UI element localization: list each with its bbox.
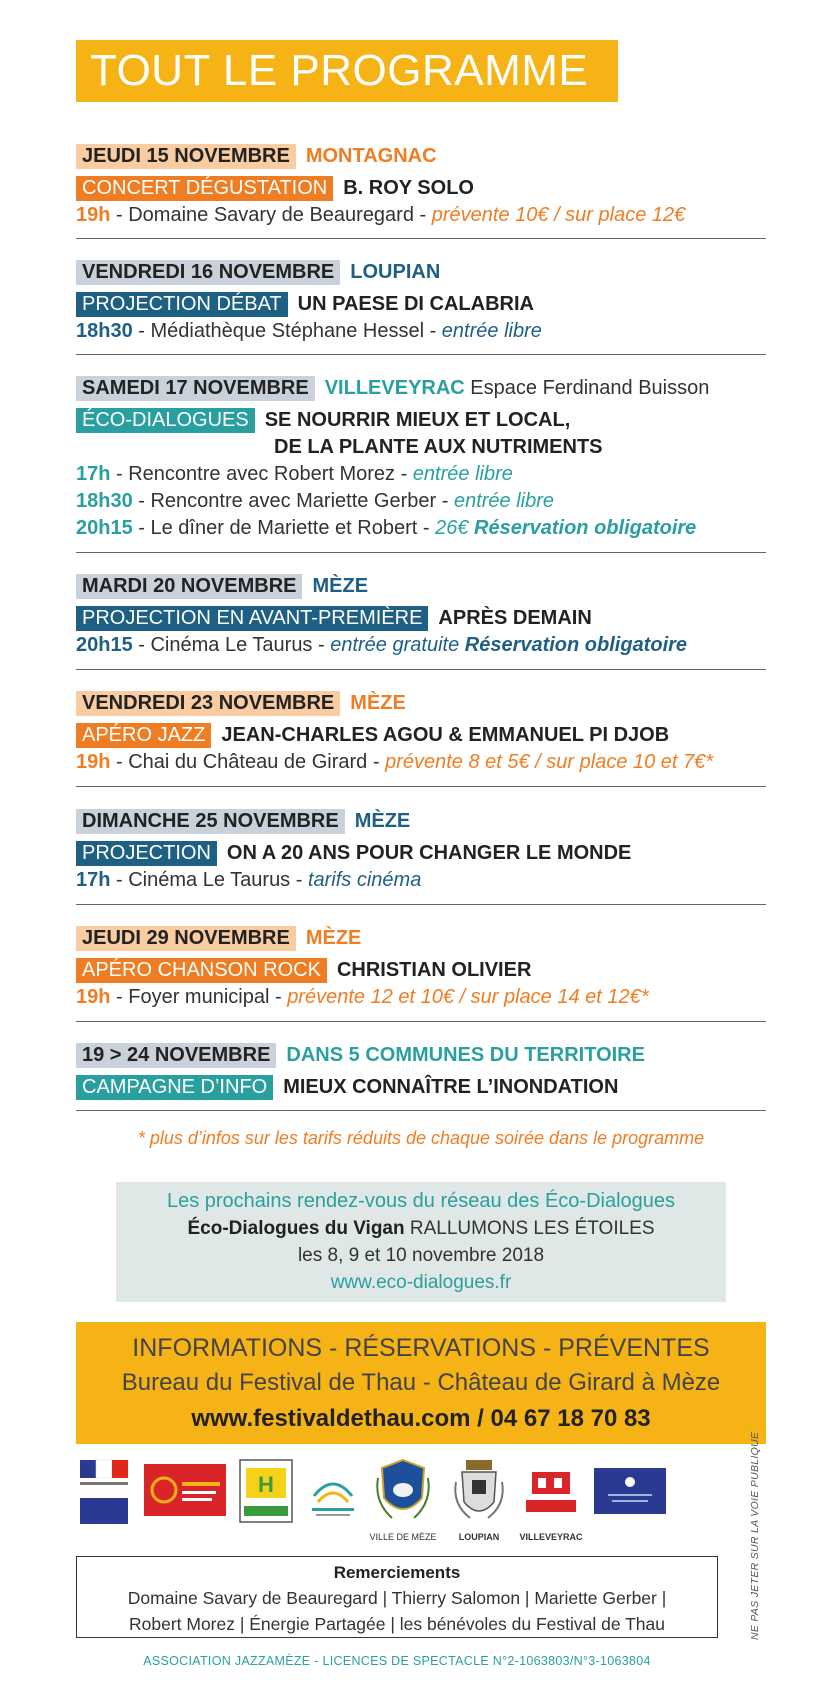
herault-logo: [238, 1458, 294, 1528]
event-place: MONTAGNAC: [305, 145, 437, 167]
partner-logos: [76, 1458, 726, 1542]
divider: [76, 238, 766, 239]
event-show-line2: DE LA PLANTE AUX NUTRIMENTS: [274, 436, 603, 458]
thau-agglo-logo: [304, 1458, 362, 1528]
event-header: [76, 143, 766, 170]
divider: [76, 669, 766, 670]
event-montagnac: [76, 143, 766, 229]
association-licence: ASSOCIATION JAZZAMÈZE - LICENCES DE SPECTACLE N°2-1063803/N°3-1063804: [143, 1654, 651, 1668]
svg-text:H: H: [258, 1472, 274, 1497]
event-reservation: Réservation obligatoire: [474, 517, 697, 539]
eco-heading: Les prochains rendez-vous du réseau des Éco-Dialogues: [166, 1190, 676, 1212]
event-show: APRÈS DEMAIN: [438, 607, 592, 629]
event-place: MÈZE: [312, 575, 369, 597]
region-logo: [144, 1458, 226, 1528]
event-venue: - Foyer municipal -: [110, 986, 288, 1008]
divider: [76, 1021, 766, 1022]
eco-link[interactable]: www.eco-dialogues.fr: [330, 1272, 512, 1293]
event-venue: - Chai du Château de Girard -: [110, 751, 386, 773]
event-show: SE NOURRIR MIEUX ET LOCAL,: [264, 409, 571, 431]
divider: [76, 1110, 766, 1111]
event-price: entrée libre: [412, 463, 513, 485]
event-show: UN PAESE DI CALABRIA: [297, 293, 534, 315]
loupian-label: LOUPIAN: [458, 1532, 500, 1542]
event-price: prévente 10€ / sur place 12€: [431, 204, 686, 226]
divider: [76, 786, 766, 787]
villeveyrac-logo: [518, 1458, 584, 1528]
event-price: entrée libre: [441, 320, 542, 342]
event-venue: - Médiathèque Stéphane Hessel -: [132, 320, 442, 342]
info-box: [76, 1322, 766, 1444]
info-heading: INFORMATIONS - RÉSERVATIONS - PRÉVENTES: [132, 1334, 710, 1362]
divider: [76, 552, 766, 553]
event-type: CAMPAGNE D’INFO: [76, 1075, 273, 1100]
event-time: 17h: [76, 869, 111, 891]
event-place: MÈZE: [350, 692, 406, 714]
footnote: * plus d’infos sur les tarifs réduits de chaque soirée dans le programme: [137, 1128, 705, 1148]
event-time: 19h: [76, 986, 111, 1008]
event-show: ON A 20 ANS POUR CHANGER LE MONDE: [226, 842, 632, 864]
thanks-line: Domaine Savary de Beauregard | Thierry Salomon | Mariette Gerber |: [127, 1588, 667, 1608]
event-date: MARDI 20 NOVEMBRE: [76, 574, 302, 599]
eco-subtitle: RALLUMONS LES ÉTOILES: [404, 1218, 655, 1239]
event-venue: - Rencontre avec Mariette Gerber -: [132, 490, 454, 512]
event-meze-29: [76, 925, 766, 1011]
page-title: TOUT LE PROGRAMME: [76, 40, 618, 102]
eco-dates: les 8, 9 et 10 novembre 2018: [297, 1245, 545, 1266]
eco-event: [116, 1215, 726, 1242]
event-place: LOUPIAN: [350, 261, 441, 283]
meze-coat-of-arms-logo: [372, 1458, 434, 1528]
event-price: tarifs cinéma: [307, 869, 422, 891]
event-price: entrée gratuite: [330, 634, 465, 656]
eco-dialogues-box: [116, 1182, 726, 1302]
event-campagne: [76, 1042, 766, 1101]
event-price: prévente 12 et 10€ / sur place 14 et 12€*: [287, 986, 649, 1008]
divider: [76, 354, 766, 355]
thanks-title: Remerciements: [333, 1563, 461, 1582]
vertical-note: NE PAS JETER SUR LA VOIE PUBLIQUE: [749, 1431, 761, 1640]
event-price: prévente 8 et 5€ / sur place 10 et 7€*: [385, 751, 714, 773]
event-loupian: [76, 259, 766, 345]
villeveyrac-label: VILLEVEYRAC: [519, 1532, 583, 1542]
event-time: 18h30: [76, 320, 133, 342]
event-date: 19 > 24 NOVEMBRE: [76, 1043, 276, 1068]
event-show: CHRISTIAN OLIVIER: [336, 959, 532, 981]
event-type: CONCERT DÉGUSTATION: [76, 176, 333, 201]
event-venue: - Domaine Savary de Beauregard -: [110, 204, 432, 226]
event-meze-20: [76, 573, 766, 659]
event-place-sub: Espace Ferdinand Buisson: [464, 377, 710, 399]
event-type: PROJECTION DÉBAT: [76, 292, 288, 317]
event-meze-25: [76, 808, 766, 894]
event-date: VENDREDI 16 NOVEMBRE: [76, 260, 340, 285]
event-date: VENDREDI 23 NOVEMBRE: [76, 691, 340, 716]
thanks-box: [76, 1556, 718, 1638]
event-date: JEUDI 29 NOVEMBRE: [76, 926, 296, 951]
event-type: PROJECTION: [76, 841, 217, 866]
event-venue: - Le dîner de Mariette et Robert -: [132, 517, 436, 539]
meze-label: VILLE DE MÈZE: [369, 1532, 437, 1542]
event-time: 17h: [76, 463, 111, 485]
event-venue: - Cinéma Le Taurus -: [132, 634, 331, 656]
event-place: MÈZE: [305, 927, 362, 949]
thanks-line: Robert Morez | Énergie Partagée | les bénévoles du Festival de Thau: [128, 1614, 665, 1634]
event-type: ÉCO-DIALOGUES: [76, 408, 255, 433]
event-time: 19h: [76, 204, 111, 226]
divider: [76, 904, 766, 905]
event-date: SAMEDI 17 NOVEMBRE: [76, 376, 315, 401]
event-price: entrée libre: [453, 490, 555, 512]
event-show: B. ROY SOLO: [343, 177, 474, 199]
event-date: JEUDI 15 NOVEMBRE: [76, 144, 296, 169]
event-time: 20h15: [76, 634, 133, 656]
event-time: 18h30: [76, 490, 133, 512]
event-venue: - Cinéma Le Taurus -: [110, 869, 308, 891]
event-time: 19h: [76, 751, 111, 773]
event-villeveyrac: [76, 375, 766, 542]
event-show: MIEUX CONNAÎTRE L’INONDATION: [283, 1076, 619, 1098]
event-type: PROJECTION EN AVANT-PREMIÈRE: [76, 606, 428, 631]
event-time: 20h15: [76, 517, 133, 539]
event-type: APÉRO CHANSON ROCK: [76, 958, 327, 983]
syndicat-thau-logo: [594, 1458, 666, 1528]
event-type: APÉRO JAZZ: [76, 723, 211, 748]
event-place: MÈZE: [354, 810, 411, 832]
event-date: DIMANCHE 25 NOVEMBRE: [76, 809, 345, 834]
event-venue: - Rencontre avec Robert Morez -: [110, 463, 413, 485]
info-contact[interactable]: www.festivaldethau.com / 04 67 18 70 83: [191, 1405, 651, 1432]
event-reservation: Réservation obligatoire: [464, 634, 688, 656]
event-show: JEAN-CHARLES AGOU & EMMANUEL PI DJOB: [221, 724, 670, 746]
info-address: Bureau du Festival de Thau - Château de Girard à Mèze: [121, 1369, 721, 1396]
eco-name: Éco-Dialogues du Vigan: [187, 1218, 405, 1239]
event-place: VILLEVEYRAC: [324, 377, 465, 399]
republique-logo: [76, 1458, 132, 1528]
loupian-coat-of-arms-logo: [448, 1458, 510, 1528]
event-place: DANS 5 COMMUNES DU TERRITOIRE: [286, 1044, 645, 1066]
event-price: 26€: [435, 517, 475, 539]
event-meze-23: [76, 690, 766, 776]
